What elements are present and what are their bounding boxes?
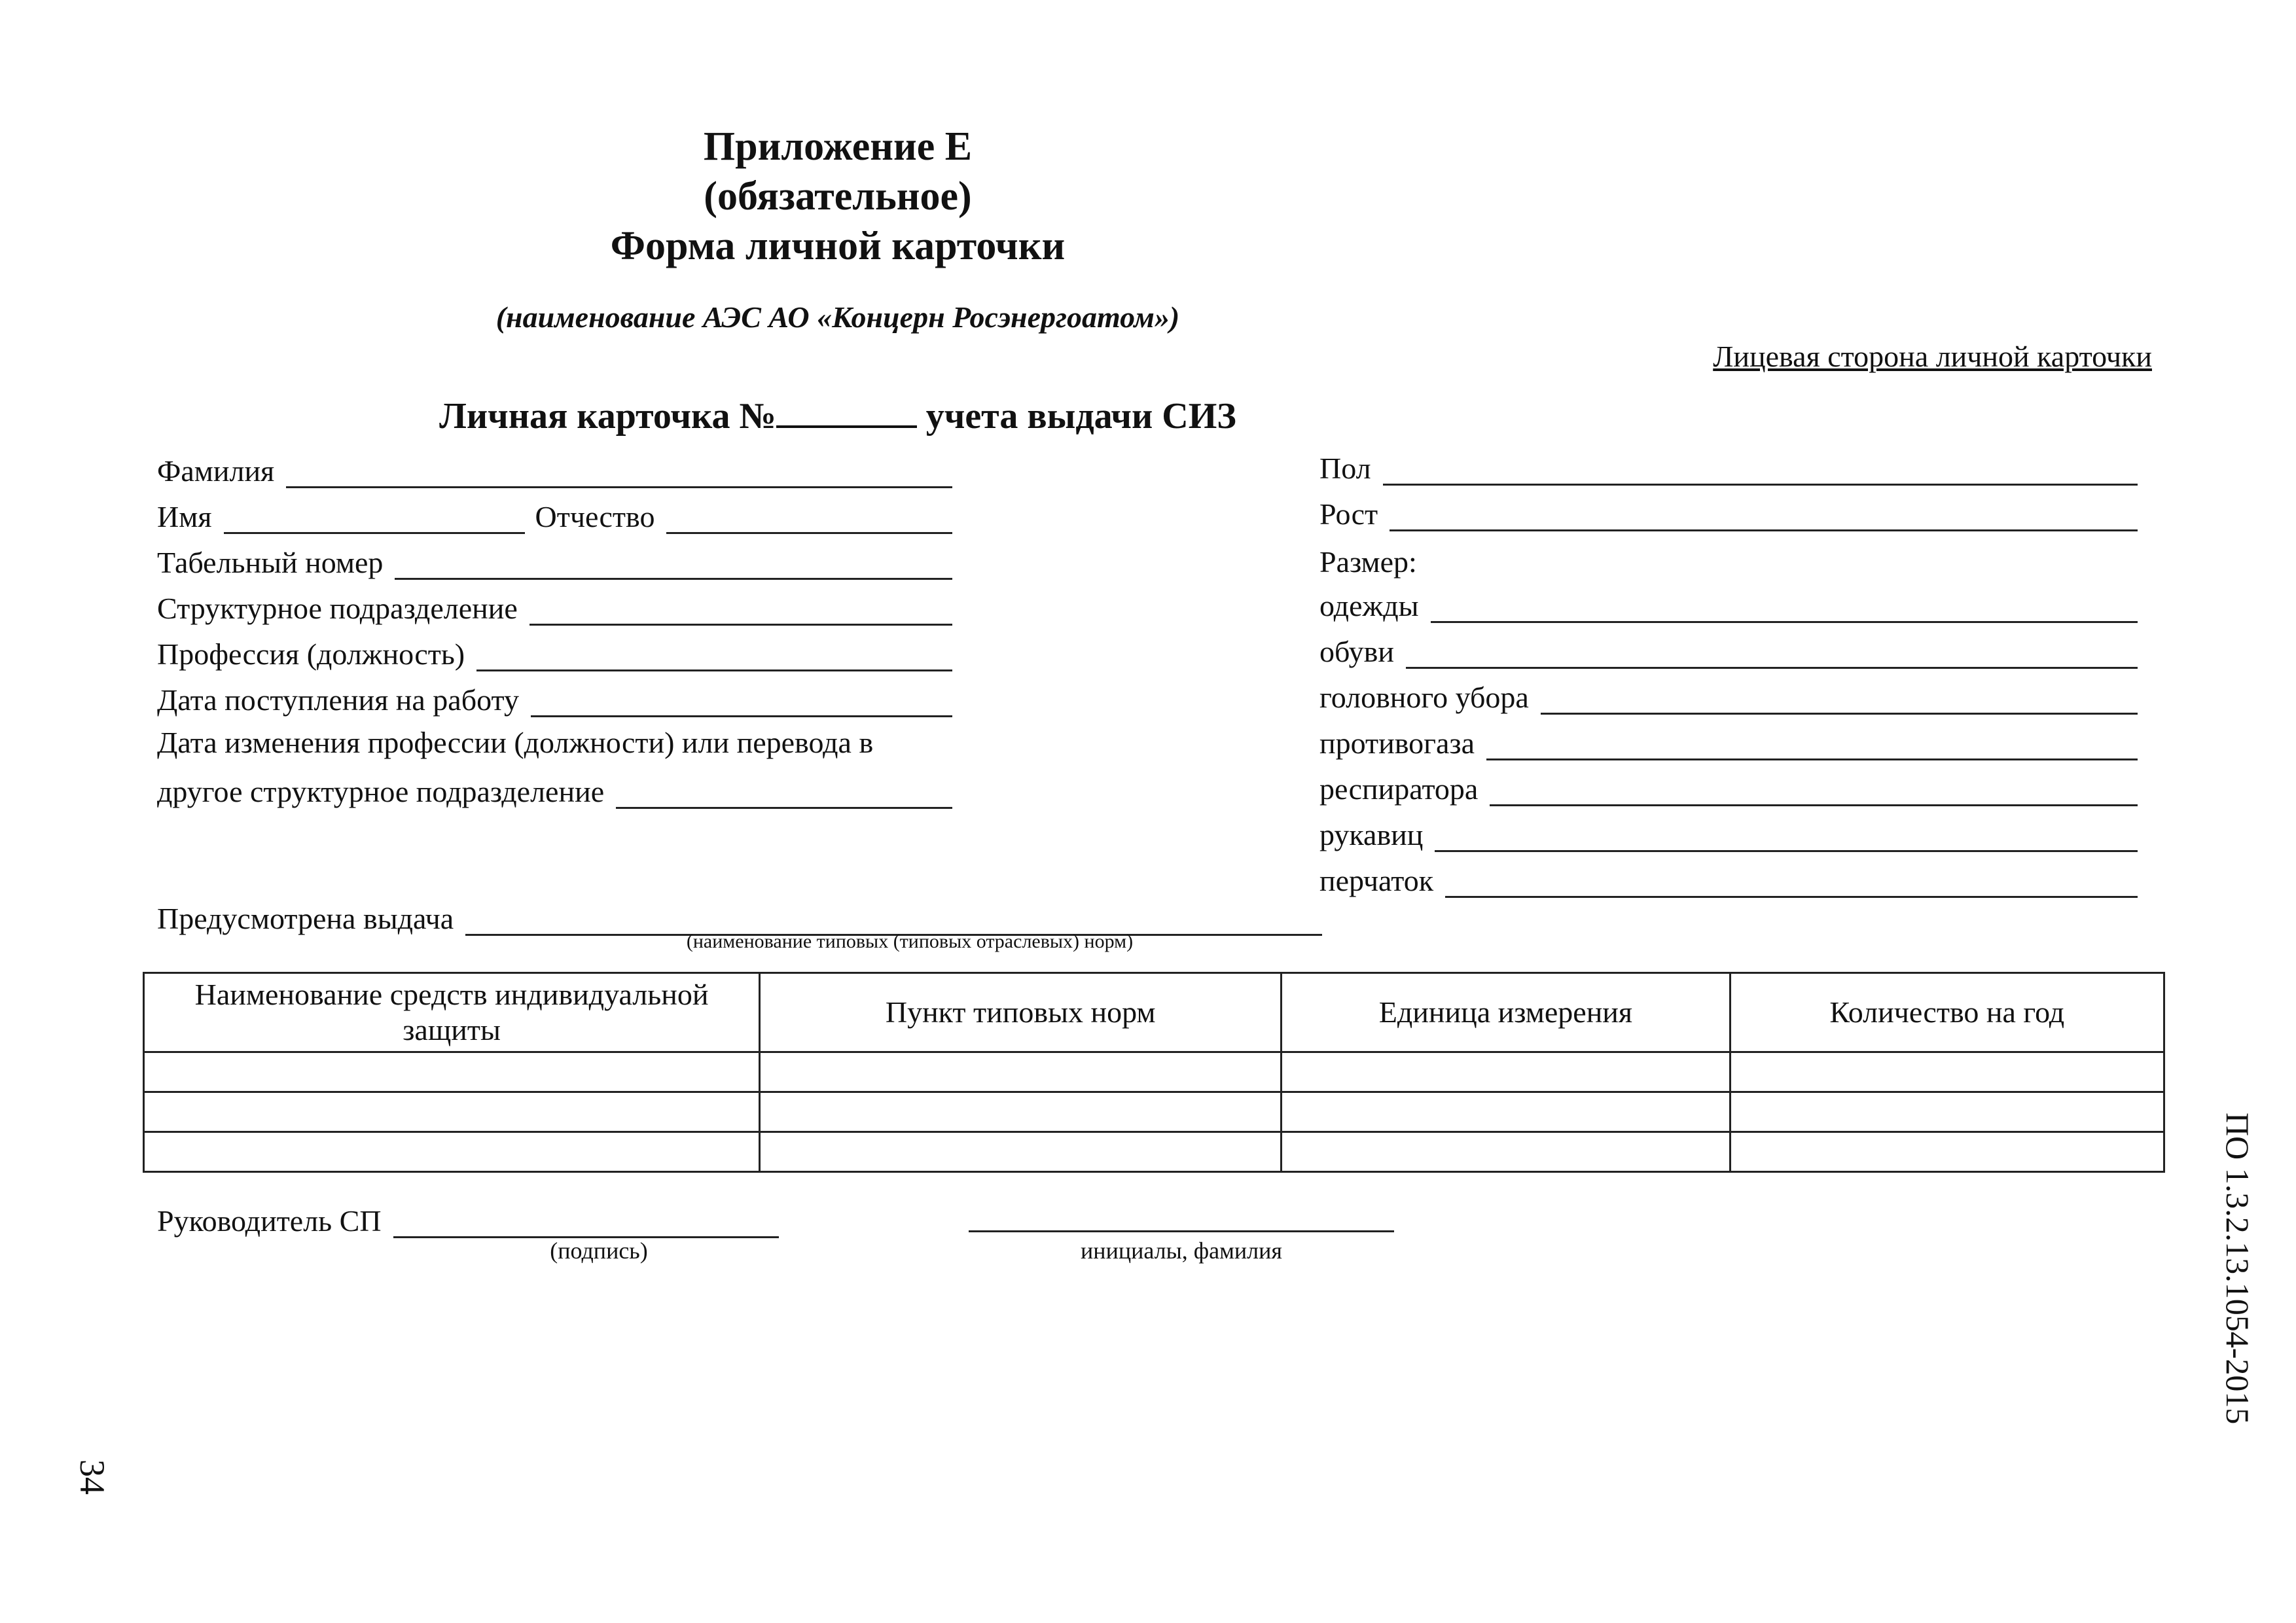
signature-line[interactable]	[393, 1207, 779, 1238]
headwear-size-field	[1319, 675, 2138, 715]
table-row	[144, 1052, 2164, 1092]
patronymic-label: Отчество	[535, 500, 655, 533]
headwear-size-label: головного убора	[1319, 681, 1529, 714]
department-line[interactable]	[529, 595, 952, 626]
table-header-ppe-name: Наименование средств индивидуальной защиты	[144, 973, 760, 1052]
tab-number-field	[157, 541, 952, 580]
patronymic-line[interactable]	[666, 503, 952, 534]
clothes-size-line[interactable]	[1431, 592, 2138, 623]
gas-mask-size-field	[1319, 721, 2138, 760]
mittens-size-label: рукавиц	[1319, 818, 1424, 851]
size-header: Размер:	[1319, 545, 1417, 579]
table-header-unit: Единица измерения	[1282, 973, 1730, 1052]
head-signature-field	[157, 1199, 779, 1238]
mittens-size-line[interactable]	[1435, 821, 2138, 852]
change-date-line[interactable]	[616, 778, 952, 809]
table-cell[interactable]	[144, 1132, 760, 1172]
respirator-size-label: респиратора	[1319, 772, 1479, 806]
tab-number-label: Табельный номер	[157, 546, 384, 579]
hire-date-line[interactable]	[531, 687, 952, 717]
height-field	[1319, 492, 2138, 531]
gloves-size-field	[1319, 859, 2138, 898]
table-cell[interactable]	[144, 1052, 760, 1092]
gloves-size-label: перчаток	[1319, 864, 1434, 897]
document-code: ПО 1.3.2.13.1054-2015	[2219, 1113, 2256, 1425]
hire-date-label: Дата поступления на работу	[157, 683, 519, 717]
height-label: Рост	[1319, 497, 1378, 531]
sex-line[interactable]	[1383, 455, 2138, 486]
sex-label: Пол	[1319, 452, 1371, 485]
issue-field	[157, 897, 1322, 936]
issue-label: Предусмотрена выдача	[157, 902, 454, 935]
ppe-table	[143, 972, 2165, 1173]
name-line[interactable]	[224, 503, 525, 534]
shoes-size-line[interactable]	[1406, 638, 2138, 669]
clothes-size-field	[1319, 584, 2138, 623]
table-header-norm-item: Пункт типовых норм	[760, 973, 1282, 1052]
table-row	[144, 1132, 2164, 1172]
department-label: Структурное подразделение	[157, 592, 518, 625]
appendix-title: Приложение Е	[703, 124, 973, 169]
gloves-size-line[interactable]	[1445, 867, 2138, 898]
change-date-label-line1: Дата изменения профессии (должности) или перевода в	[157, 726, 874, 759]
card-number-blank	[776, 394, 917, 428]
surname-label: Фамилия	[157, 454, 275, 488]
appendix-status: (обязательное)	[704, 174, 972, 219]
surname-line[interactable]	[286, 457, 952, 488]
table-cell[interactable]	[760, 1132, 1282, 1172]
name-field	[157, 495, 952, 534]
profession-label: Профессия (должность)	[157, 637, 465, 671]
gas-mask-size-line[interactable]	[1486, 730, 2138, 760]
tab-number-line[interactable]	[395, 549, 952, 580]
hire-date-field	[157, 678, 952, 717]
respirator-size-field	[1319, 767, 2138, 806]
department-field	[157, 586, 952, 626]
form-title: Форма личной карточки	[610, 224, 1066, 268]
organization-caption: (наименование АЭС АО «Концерн Росэнергоатом»)	[495, 300, 1180, 334]
change-date-field	[157, 770, 952, 809]
table-cell[interactable]	[1730, 1132, 2164, 1172]
card-title-left: Личная карточка №	[439, 396, 776, 437]
table-cell[interactable]	[1282, 1132, 1730, 1172]
name-line[interactable]	[969, 1230, 1394, 1232]
table-cell[interactable]	[1730, 1052, 2164, 1092]
table-cell[interactable]	[144, 1092, 760, 1132]
profession-line[interactable]	[476, 641, 952, 671]
table-header-quantity: Количество на год	[1730, 973, 2164, 1052]
page-number: 34	[73, 1459, 112, 1495]
card-title	[0, 394, 1676, 437]
card-title-right: учета выдачи СИЗ	[925, 396, 1236, 437]
gas-mask-size-label: противогаза	[1319, 726, 1475, 760]
name-label: Имя	[157, 500, 212, 533]
table-cell[interactable]	[760, 1052, 1282, 1092]
table-cell[interactable]	[1282, 1052, 1730, 1092]
profession-field	[157, 632, 952, 671]
name-caption: инициалы, фамилия	[1081, 1238, 1282, 1264]
sex-field	[1319, 446, 2138, 486]
table-header-row	[144, 973, 2164, 1052]
respirator-size-line[interactable]	[1490, 776, 2138, 806]
face-side-label: Лицевая сторона личной карточки	[1713, 340, 2152, 373]
surname-field	[157, 449, 952, 488]
head-label: Руководитель СП	[157, 1204, 382, 1238]
clothes-size-label: одежды	[1319, 589, 1419, 622]
issue-caption: (наименование типовых (типовых отраслевых) норм)	[686, 931, 1134, 952]
headwear-size-line[interactable]	[1541, 684, 2138, 715]
change-date-label-line2: другое структурное подразделение	[157, 775, 605, 808]
signature-caption: (подпись)	[550, 1238, 648, 1264]
table-cell[interactable]	[1730, 1092, 2164, 1132]
mittens-size-field	[1319, 813, 2138, 852]
shoes-size-label: обуви	[1319, 635, 1394, 668]
table-row	[144, 1092, 2164, 1132]
table-cell[interactable]	[760, 1092, 1282, 1132]
shoes-size-field	[1319, 630, 2138, 669]
table-cell[interactable]	[1282, 1092, 1730, 1132]
height-line[interactable]	[1390, 501, 2138, 531]
